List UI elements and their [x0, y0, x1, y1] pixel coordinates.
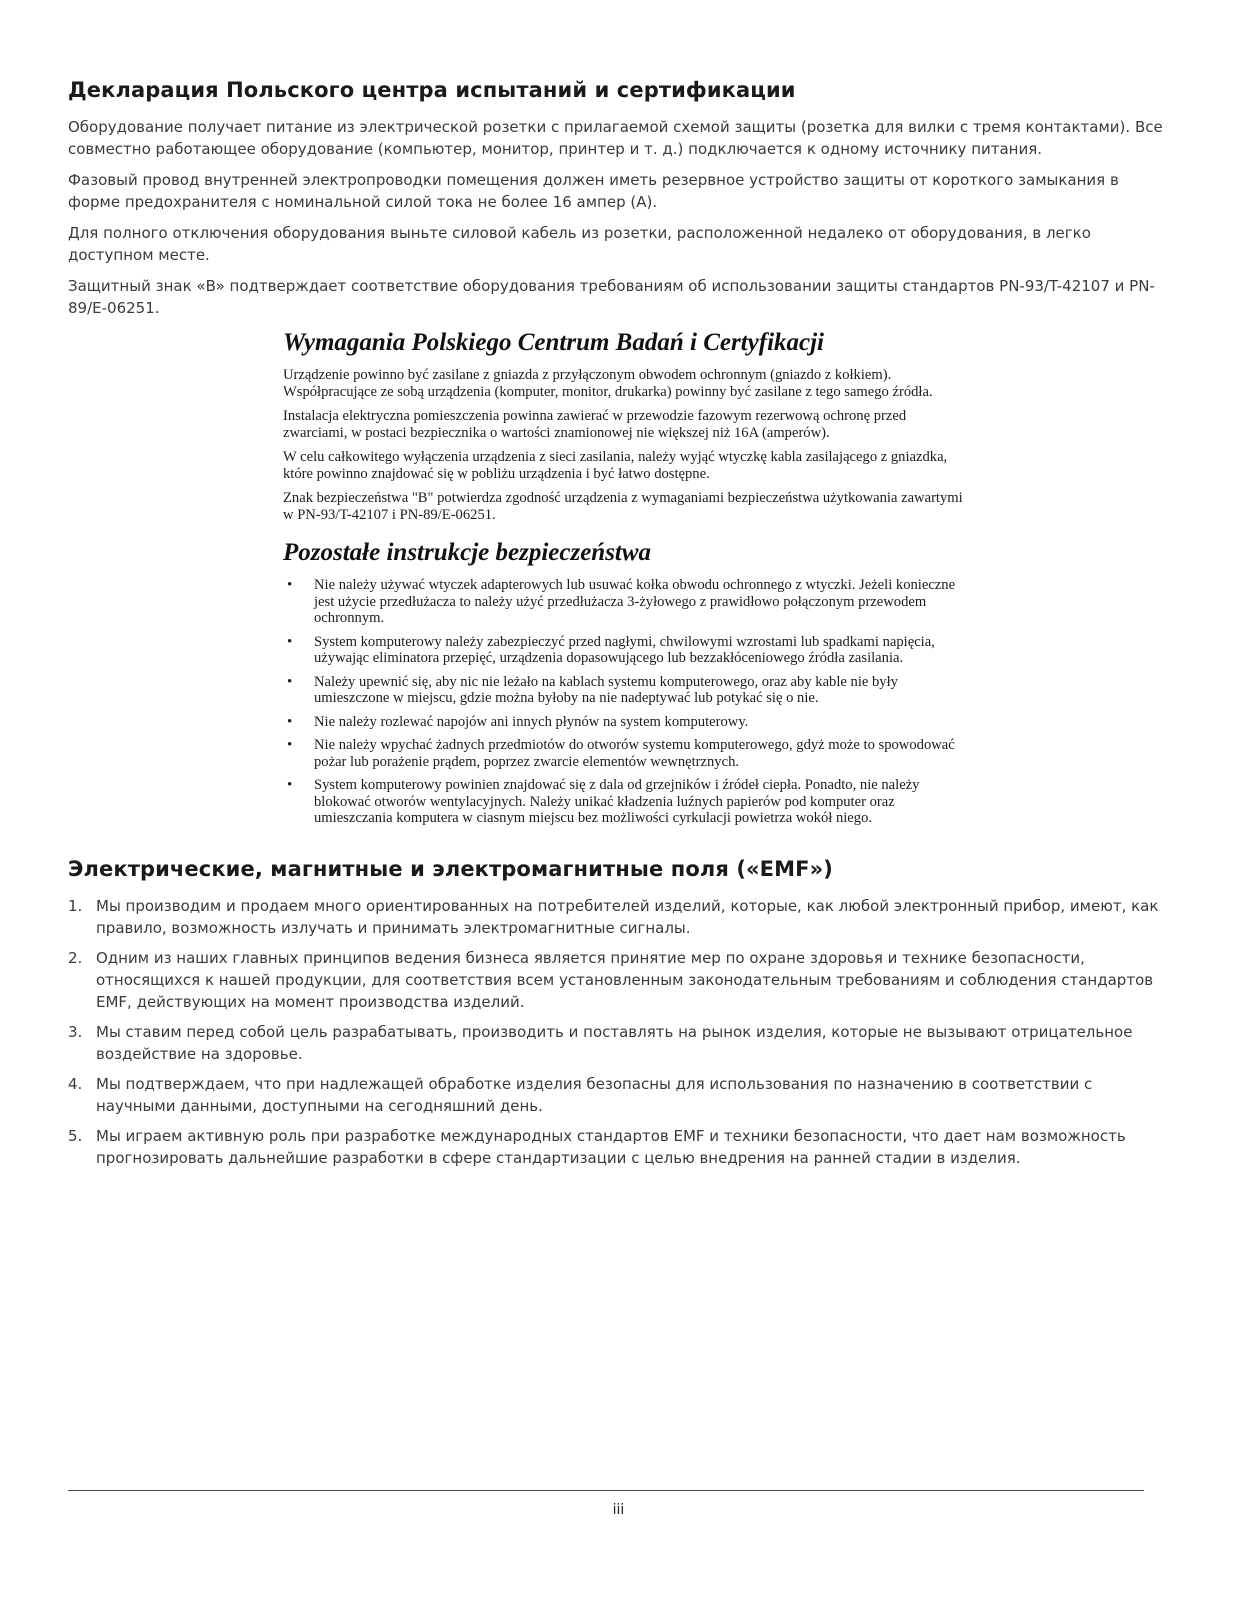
item-text: Мы подтверждаем, что при надлежащей обработке изделия безопасны для использования по назначению в соответствии с научными данными, доступными на сегодняшний день. — [96, 1074, 1093, 1115]
polish-title-safety: Pozostałe instrukcje bezpieczeństwa — [283, 539, 652, 566]
bullet-icon: • — [287, 777, 293, 793]
page-number: iii — [612, 1502, 625, 1518]
bullet-icon: • — [287, 633, 293, 650]
item-number: 2. — [68, 948, 83, 967]
list-item — [283, 634, 963, 667]
bullet-icon: • — [287, 713, 293, 730]
item-number: 3. — [68, 1022, 83, 1041]
bullet-icon: • — [287, 673, 293, 690]
paragraph: Для полного отключения оборудования выньте силовой кабель из розетки, расположенной недалеко от оборудования, в легко доступном месте. — [68, 224, 1091, 264]
list-item — [283, 777, 963, 827]
item-text: Мы производим и продаем много ориентированных на потребителей изделий, которые, как любой электронный прибор, имеют, как правило, возможность излучать и принимать электромагнитные сигналы. — [96, 896, 1159, 937]
document-page — [68, 78, 1164, 1177]
list-item — [68, 1073, 1164, 1117]
bullet-text: Należy upewnić się, aby nic nie leżało na kablach systemu komputerowego, oraz aby kable nie były umieszczone w miejscu, gdzie można byłoby na nie nadeptywać lub potykać się o nie. — [314, 673, 898, 706]
bullet-text: System komputerowy należy zabezpieczyć przed nagłymi, chwilowymi wzrostami lub spadkami napięcia, używając eliminatora przepięć, urządzenia dopasowującego lub bezzakłóceniowego źródła zasilania. — [314, 633, 935, 666]
item-number: 4. — [68, 1074, 83, 1093]
bullet-icon: • — [287, 577, 293, 593]
list-item — [283, 737, 963, 770]
bullet-text: Nie należy rozlewać napojów ani innych płynów na system komputerowy. — [314, 713, 749, 730]
list-item — [68, 1125, 1164, 1169]
polish-paragraph: Urządzenie powinno być zasilane z gniazda z przyłączonym obwodem ochronnym (gniazdo z kołkiem). Współpracujące ze sobą urządzenia (komputer, monitor, drukarka) powinny być zasilane z tego samego źródła. — [283, 367, 933, 400]
item-number: 5. — [68, 1126, 83, 1145]
polish-paragraph: Instalacja elektryczna pomieszczenia powinna zawierać w przewodzie fazowym rezerwową ochronę przed zwarciami, w postaci bezpiecznika o wartości znamionowej nie większej niż 16A (amperów). — [283, 408, 907, 441]
polish-bullet-list — [283, 577, 963, 827]
section-title-pcbc: Декларация Польского центра испытаний и сертификации — [68, 78, 796, 102]
item-number: 1. — [68, 896, 83, 915]
bullet-icon: • — [287, 737, 293, 753]
bullet-text: System komputerowy powinien znajdować się z dala od grzejników i źródeł ciepła. Ponadto, nie należy blokować otworów wentylacyjnych. Należy unikać kładzenia luźnych papierów pod komputer oraz umieszczania komputera w ciasnym miejscu bez możliwości cyrkulacji powietrza wokół niego. — [314, 777, 920, 826]
list-item — [68, 1021, 1164, 1065]
item-text: Одним из наших главных принципов ведения бизнеса является принятие мер по охране здоровья и технике безопасности, относящихся к нашей продукции, для соответствия всем установленным законодательным требованиям и соблюдения стандартов EMF, действующих на момент производства изделий. — [96, 948, 1154, 1011]
bullet-text: Nie należy używać wtyczek adapterowych lub usuwać kołka obwodu ochronnego z wtyczki. Jeżeli konieczne jest użycie przedłużacza to należy użyć przedłużacza 3-żyłowego z prawidłowo połączonym przewodem ochronnym. — [314, 577, 956, 626]
paragraph: Фазовый провод внутренней электропроводки помещения должен иметь резервное устройство защиты от короткого замыкания в форме предохранителя с номинальной силой тока не более 16 ампер (A). — [68, 171, 1119, 211]
polish-paragraph: W celu całkowitego wyłączenia urządzenia z sieci zasilania, należy wyjąć wtyczkę kabla zasilającego z gniazdka, które powinno znajdować się w pobliżu urządzenia i być łatwo dostępne. — [283, 449, 948, 482]
polish-paragraph: Znak bezpieczeństwa "B" potwierdza zgodność urządzenia z wymaganiami bezpieczeństwa użytkowania zawartymi w PN-93/T-42107 i PN-89/E-06251. — [283, 490, 963, 523]
list-item — [283, 577, 963, 627]
section-title-emf: Электрические, магнитные и электромагнитные поля («EMF») — [68, 856, 833, 881]
emf-numbered-list — [68, 895, 1164, 1169]
paragraph: Оборудование получает питание из электрической розетки с прилагаемой схемой защиты (розетка для вилки с тремя контактами). Все совместно работающее оборудование (компьютер, монитор, принтер и т. д.) подключается к одному источнику питания. — [68, 118, 1163, 158]
list-item — [283, 714, 963, 731]
paragraph: Защитный знак «B» подтверждает соответствие оборудования требованиям об использовании защиты стандартов PN-93/T-42107 и PN-89/E-06251. — [68, 277, 1155, 317]
list-item — [68, 895, 1164, 939]
bullet-text: Nie należy wpychać żadnych przedmiotów do otworów systemu komputerowego, gdyż może to spowodować pożar lub porażenie prądem, poprzez zwarcie elementów wewnętrznych. — [314, 737, 955, 770]
polish-title-requirements: Wymagania Polskiego Centrum Badań i Certyfikacji — [283, 329, 825, 356]
list-item — [283, 674, 963, 707]
item-text: Мы играем активную роль при разработке международных стандартов EMF и техники безопасности, что дает нам возможность прогнозировать дальнейшие разработки в сфере стандартизации с целью внедрения на ранней стадии в изделия. — [96, 1126, 1126, 1167]
footer-divider — [68, 1490, 1144, 1491]
item-text: Мы ставим перед собой цель разрабатывать, производить и поставлять на рынок изделия, которые не вызывают отрицательное воздействие на здоровье. — [96, 1022, 1133, 1063]
polish-scanned-notice — [283, 329, 963, 827]
list-item — [68, 947, 1164, 1013]
